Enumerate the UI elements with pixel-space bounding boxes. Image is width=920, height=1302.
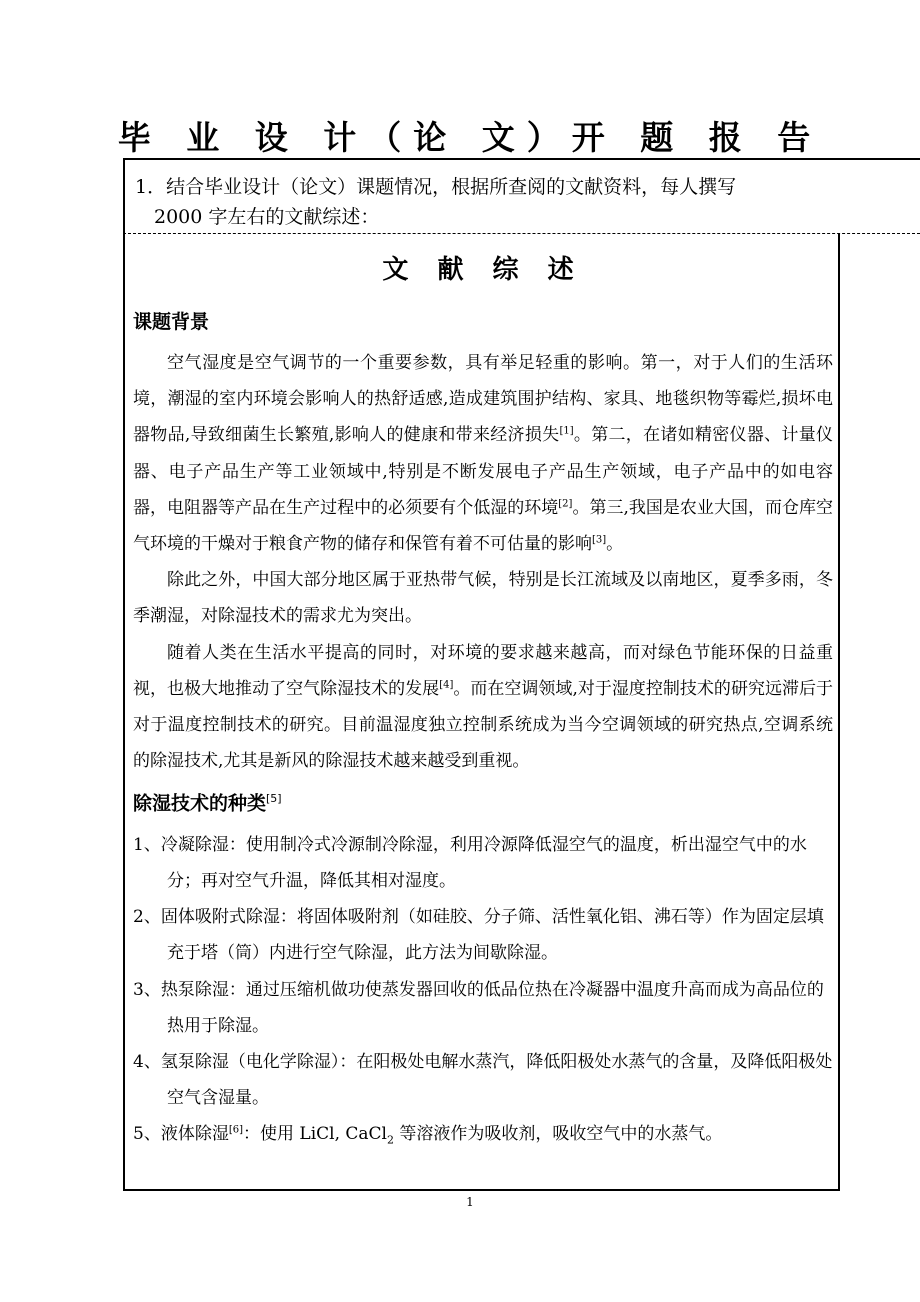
instruction-text — [135, 172, 835, 232]
paragraph-2: 除此之外，中国大部分地区属于亚热带气候，特别是长江流域及以南地区，夏季多雨，冬季潮湿，对除湿技术的需求尤为突出。 — [133, 570, 833, 627]
paragraph-1-part-b: 。第二，在诸如精密仪器、计量仪器、电子产品生产等工业领域中,特别是不断发展电子产品生产领域，电子产品中的如电容器，电阻器等产品在生产过程中的必须要有个低湿的环境 — [133, 425, 834, 518]
citation-6: [6] — [228, 1124, 243, 1136]
page-number: 1 — [466, 1195, 474, 1209]
table-left-border — [123, 158, 125, 1191]
paragraph-3-part-a: 随着人类在生活水平提高的同时，对环境的要求越来越高，而对绿色节能环保的日益重视，也极大地推动了空气除湿技术的发展 — [133, 642, 833, 699]
paragraph-1-part-a: 空气湿度是空气调节的一个重要参数，具有举足轻重的影响。第一，对于人们的生活环境，潮湿的室内环境会影响人的热舒适感,造成建筑围护结构、家具、地毯织物等霉烂,损坏电器物品,导致细菌生长繁殖,影响人的健康和带来经济损失 — [133, 353, 833, 446]
citation-4: [4] — [439, 679, 454, 691]
citation-3: [3] — [592, 534, 607, 546]
item5-part-a: 5、液体除湿 — [133, 1124, 229, 1145]
item5-part-b: ：使用 LiCl, CaCl — [243, 1124, 387, 1145]
citation-5: [5] — [266, 792, 282, 806]
paragraph-1-part-c: 。第三,我国是农业大国，而仓库空气环境的干燥对于粮食产物的储存和保管有着不可估量的影响 — [133, 497, 834, 555]
page-title: 毕 业 设 计（论 文）开 题 报 告 — [117, 118, 823, 157]
list-item: 1、冷凝除湿：使用制冷式冷源制冷除湿，利用冷源降低湿空气的温度，析出湿空气中的水分；再对空气升温，降低其相对湿度。 — [133, 834, 807, 891]
table-top-border — [123, 158, 920, 160]
paragraph-3-part-b: 。而在空调领域,对于湿度控制技术的研究远滞后于对于温度控制技术的研究。目前温湿度独立控制系统成为当今空调领域的研究热点,空调系统的除湿技术,尤其是新风的除湿技术越来越受到重视。 — [133, 678, 833, 772]
list-item — [133, 1116, 833, 1152]
citation-2: [2] — [558, 498, 573, 510]
paragraph-3 — [133, 635, 833, 780]
literature-review — [133, 246, 833, 1153]
section-heading-background: 课题背景 — [133, 311, 210, 333]
item5-part-c: 等溶液作为吸收剂，吸收空气中的水蒸气。 — [393, 1124, 723, 1145]
table-right-border — [838, 233, 840, 1191]
paragraph-1-part-d: 。 — [606, 534, 624, 555]
section-heading-dehumidification-types — [133, 785, 833, 817]
list-item: 2、固体吸附式除湿：将固体吸附剂（如硅胶、分子筛、活性氧化铝、沸石等）作为固定层填充于塔（筒）内进行空气除湿，此方法为间歇除湿。 — [133, 907, 824, 964]
subscript-2: 2 — [386, 1133, 394, 1147]
instruction-line-2: 2000 字左右的文献综述： — [154, 206, 380, 228]
table-bottom-border — [123, 1189, 840, 1191]
review-title: 文 献 综 述 — [382, 255, 584, 285]
list-item: 4、氢泵除湿（电化学除湿）：在阳极处电解水蒸汽，降低阳极处水蒸气的含量，及降低阳极处空气含湿量。 — [133, 1051, 833, 1109]
paragraph-1 — [133, 345, 833, 562]
citation-1: [1] — [559, 425, 574, 437]
dashed-divider — [123, 233, 920, 234]
instruction-line-1: 1．结合毕业设计（论文）课题情况，根据所查阅的文献资料，每人撰写 — [135, 176, 737, 198]
section-heading-text: 除湿技术的种类 — [133, 792, 267, 815]
list-item: 3、热泵除湿：通过压缩机做功使蒸发器回收的低品位热在冷凝器中温度升高而成为高品位的热用于除湿。 — [133, 979, 824, 1036]
